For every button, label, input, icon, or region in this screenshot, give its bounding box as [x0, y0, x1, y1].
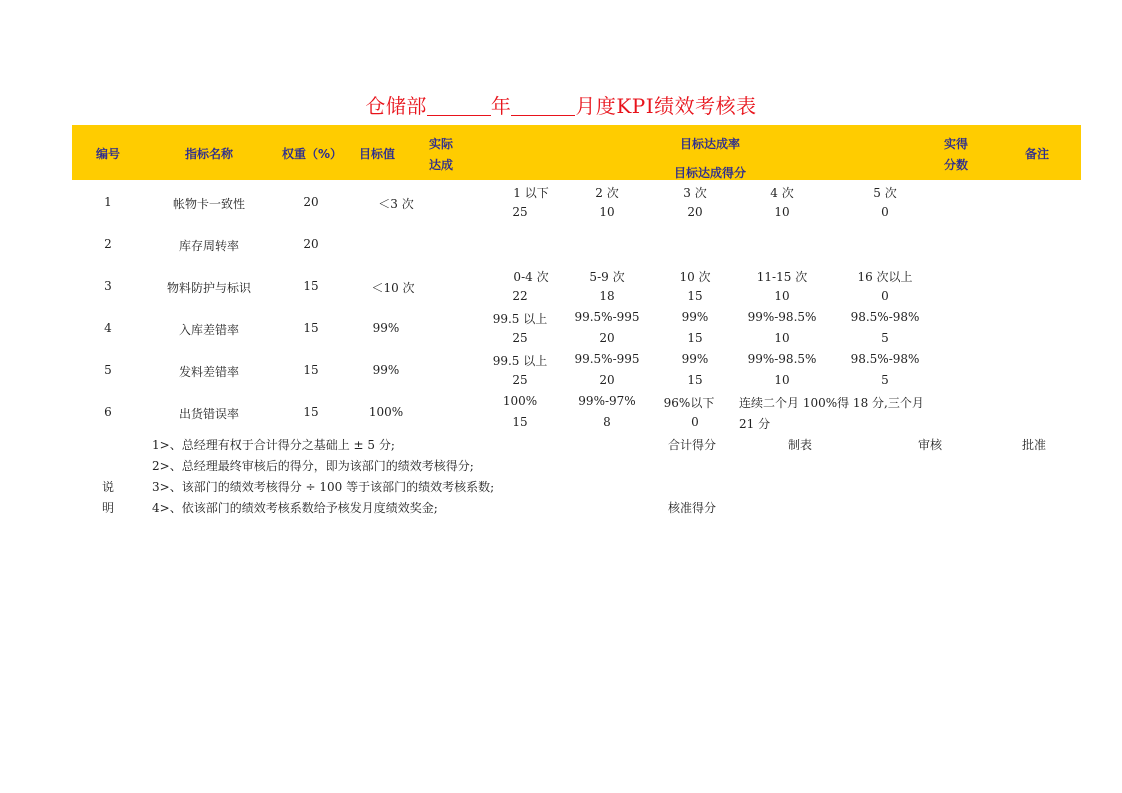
level-label: 99%-98.5%	[747, 310, 817, 324]
row-no: 2	[104, 237, 112, 251]
level-score: 20	[599, 373, 615, 387]
level-label: 99%	[681, 310, 709, 324]
row-no: 4	[104, 321, 112, 335]
header-weight: 权重（%）	[281, 147, 343, 161]
level-score: 10	[774, 205, 790, 219]
level-label: 99.5 以上	[492, 354, 548, 368]
level-label: 99.5%-995	[574, 352, 640, 366]
level-score: 22	[512, 289, 528, 303]
level-score: 18	[599, 289, 615, 303]
level-label: 99%	[681, 352, 709, 366]
level-score: 25	[512, 331, 528, 345]
approved-score-label: 核准得分	[667, 501, 717, 515]
level-score: 20	[599, 331, 615, 345]
level-label: 96%以下	[663, 396, 715, 410]
level-score: 25	[512, 205, 528, 219]
level-score: 10	[774, 289, 790, 303]
header-got-1: 实得	[944, 137, 969, 151]
row-no: 5	[104, 363, 112, 377]
header-actual-1: 实际	[429, 137, 454, 151]
approve-label: 批准	[1021, 438, 1047, 452]
row-no: 1	[104, 195, 112, 209]
review-label: 审核	[917, 438, 943, 452]
notes-label-1: 说	[101, 480, 115, 494]
level-score: 10	[774, 331, 790, 345]
level-label: 99%-97%	[578, 394, 636, 408]
level-score: 15	[687, 289, 703, 303]
level-label: 98.5%-98%	[850, 352, 920, 366]
level-label: 5 次	[873, 186, 897, 200]
level-label: 100%	[502, 394, 538, 408]
header-no: 编号	[95, 147, 121, 161]
level-score: 5	[881, 331, 889, 345]
level-label: 98.5%-98%	[850, 310, 920, 324]
table-header	[72, 125, 1081, 180]
level-label: 5-9 次	[589, 270, 625, 284]
row-weight: 15	[303, 321, 319, 335]
level-label: 连续二个月 100%得 18 分,三个月	[739, 396, 924, 410]
level-label: 3 次	[683, 186, 707, 200]
level-label: 4 次	[770, 186, 794, 200]
level-score: 0	[881, 289, 889, 303]
title-department: 仓储部	[365, 94, 427, 118]
row-name: 物料防护与标识	[166, 281, 252, 295]
notes-label-2: 明	[101, 501, 115, 515]
header-name: 指标名称	[184, 147, 234, 161]
row-name: 入库差错率	[178, 323, 240, 337]
row-name: 帐物卡一致性	[172, 197, 246, 211]
level-label: 11-15 次	[756, 270, 808, 284]
row-weight: 15	[303, 279, 319, 293]
row-no: 3	[104, 279, 112, 293]
row-target: ＜3 次	[378, 197, 414, 211]
row-weight: 20	[303, 237, 319, 251]
level-label: 16 次以上	[857, 270, 913, 284]
level-score: 10	[774, 373, 790, 387]
header-remark: 备注	[1024, 147, 1050, 161]
level-score: 0	[691, 415, 699, 429]
header-target: 目标值	[358, 147, 396, 161]
note-item: 2>、总经理最终审核后的得分，即为该部门的绩效考核得分;	[152, 459, 474, 473]
title-month-blank	[511, 95, 575, 116]
header-got-2: 分数	[944, 158, 969, 172]
level-label: 0-4 次	[513, 270, 549, 284]
header-actual-2: 达成	[429, 158, 454, 172]
note-item: 3>、该部门的绩效考核得分 ÷ 100 等于该部门的绩效考核系数;	[152, 480, 495, 494]
level-score: 21 分	[739, 417, 771, 431]
row-target: 100%	[368, 405, 404, 419]
row-name: 出货错误率	[178, 407, 240, 421]
row-weight: 15	[303, 405, 319, 419]
row-target: 99%	[372, 321, 400, 335]
row-weight: 20	[303, 195, 319, 209]
level-score: 15	[687, 373, 703, 387]
level-score: 15	[687, 331, 703, 345]
level-score: 25	[512, 373, 528, 387]
level-score: 15	[512, 415, 528, 429]
note-item: 1>、总经理有权于合计得分之基础上 ± 5 分;	[152, 438, 395, 452]
row-target: 99%	[372, 363, 400, 377]
title-year: 年	[490, 94, 512, 118]
page-title	[0, 90, 1122, 119]
row-name: 库存周转率	[178, 239, 240, 253]
row-weight: 15	[303, 363, 319, 377]
level-score: 0	[881, 205, 889, 219]
header-score: 目标达成得分	[673, 166, 747, 180]
title-year-blank	[427, 95, 491, 116]
title-rest: 月度KPI绩效考核表	[575, 94, 757, 118]
row-name: 发料差错率	[178, 365, 240, 379]
level-label: 10 次	[679, 270, 711, 284]
level-score: 5	[881, 373, 889, 387]
row-no: 6	[104, 405, 112, 419]
level-label: 99%-98.5%	[747, 352, 817, 366]
level-score: 8	[603, 415, 611, 429]
header-rate: 目标达成率	[679, 137, 741, 151]
note-item: 4>、依该部门的绩效考核系数给予核发月度绩效奖金;	[152, 501, 438, 515]
made-by-label: 制表	[787, 438, 813, 452]
level-label: 99.5 以上	[492, 312, 548, 326]
level-label: 1 以下	[513, 186, 549, 200]
total-score-label: 合计得分	[667, 438, 717, 452]
level-score: 10	[599, 205, 615, 219]
level-score: 20	[687, 205, 703, 219]
row-target: ＜10 次	[371, 281, 415, 295]
level-label: 99.5%-995	[574, 310, 640, 324]
level-label: 2 次	[595, 186, 619, 200]
